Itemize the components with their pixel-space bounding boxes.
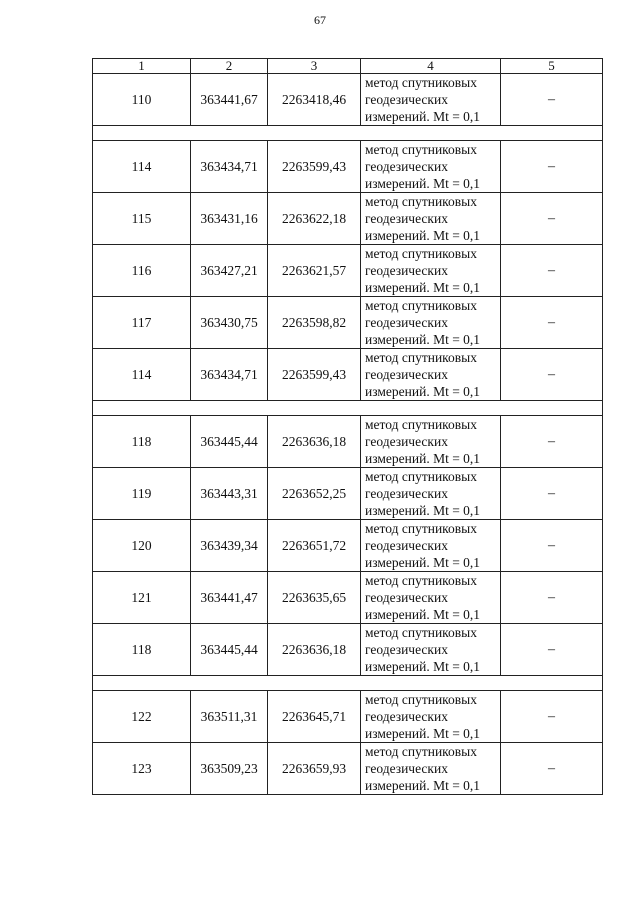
note-cell: – [501,520,603,572]
x-coordinate-cell: 363439,34 [191,520,268,572]
method-cell [361,468,501,520]
method-line: измерений. Mt = 0,1 [365,280,481,295]
point-number-cell: 116 [93,245,191,297]
method-line: метод спутниковых [365,194,477,209]
method-line: измерений. Mt = 0,1 [365,607,481,622]
y-coordinate-cell: 2263652,25 [268,468,361,520]
method-line: измерений. Mt = 0,1 [365,384,481,399]
point-number-cell: 122 [93,691,191,743]
method-cell [361,572,501,624]
y-coordinate-cell: 2263651,72 [268,520,361,572]
x-coordinate-cell: 363431,16 [191,193,268,245]
column-number-4: 4 [361,59,501,74]
method-line: метод спутниковых [365,625,477,640]
method-line: геодезических [365,709,448,724]
page-number: 67 [314,13,326,27]
table-row [93,691,603,743]
note-cell: – [501,572,603,624]
table-row [93,349,603,401]
method-line: геодезических [365,315,448,330]
method-cell [361,297,501,349]
method-line: метод спутниковых [365,246,477,261]
y-coordinate-cell: 2263598,82 [268,297,361,349]
x-coordinate-cell: 363511,31 [191,691,268,743]
x-coordinate-cell: 363445,44 [191,416,268,468]
note-cell: – [501,743,603,795]
method-cell [361,520,501,572]
method-cell [361,74,501,126]
table-row [93,297,603,349]
point-number-cell: 114 [93,349,191,401]
method-line: геодезических [365,642,448,657]
table-row [93,193,603,245]
method-line: геодезических [365,159,448,174]
y-coordinate-cell: 2263636,18 [268,624,361,676]
note-cell: – [501,297,603,349]
point-number-cell: 123 [93,743,191,795]
point-number-cell: 118 [93,416,191,468]
method-line: измерений. Mt = 0,1 [365,332,481,347]
point-number-cell: 117 [93,297,191,349]
column-number-3: 3 [268,59,361,74]
column-number-1: 1 [93,59,191,74]
point-number-cell: 120 [93,520,191,572]
x-coordinate-cell: 363430,75 [191,297,268,349]
method-line: измерений. Mt = 0,1 [365,555,481,570]
method-line: измерений. Mt = 0,1 [365,451,481,466]
method-line: метод спутниковых [365,75,477,90]
x-coordinate-cell: 363434,71 [191,141,268,193]
separator-cell [93,401,603,416]
column-number-5: 5 [501,59,603,74]
method-line: метод спутниковых [365,298,477,313]
separator-cell [93,126,603,141]
y-coordinate-cell: 2263622,18 [268,193,361,245]
coordinates-table-wrapper [92,58,602,795]
method-line: метод спутниковых [365,469,477,484]
method-line: измерений. Mt = 0,1 [365,109,481,124]
method-line: измерений. Mt = 0,1 [365,228,481,243]
table-row [93,141,603,193]
method-line: измерений. Mt = 0,1 [365,503,481,518]
method-cell [361,743,501,795]
method-line: геодезических [365,590,448,605]
x-coordinate-cell: 363441,47 [191,572,268,624]
note-cell: – [501,624,603,676]
method-line: метод спутниковых [365,142,477,157]
point-number-cell: 115 [93,193,191,245]
method-line: измерений. Mt = 0,1 [365,176,481,191]
note-cell: – [501,468,603,520]
column-number-row [93,59,603,74]
point-number-cell: 121 [93,572,191,624]
x-coordinate-cell: 363443,31 [191,468,268,520]
method-line: метод спутниковых [365,521,477,536]
method-line: измерений. Mt = 0,1 [365,659,481,674]
method-line: метод спутниковых [365,744,477,759]
x-coordinate-cell: 363441,67 [191,74,268,126]
table-row [93,624,603,676]
x-coordinate-cell: 363509,23 [191,743,268,795]
method-line: метод спутниковых [365,417,477,432]
y-coordinate-cell: 2263418,46 [268,74,361,126]
note-cell: – [501,245,603,297]
column-number-2: 2 [191,59,268,74]
method-line: геодезических [365,761,448,776]
method-line: геодезических [365,434,448,449]
note-cell: – [501,74,603,126]
point-number-cell: 119 [93,468,191,520]
table-row [93,74,603,126]
x-coordinate-cell: 363445,44 [191,624,268,676]
contour-separator-row [93,401,603,416]
table-row [93,572,603,624]
table-row [93,245,603,297]
note-cell: – [501,691,603,743]
table-row [93,520,603,572]
note-cell: – [501,141,603,193]
method-line: геодезических [365,538,448,553]
method-cell [361,624,501,676]
y-coordinate-cell: 2263599,43 [268,141,361,193]
method-cell [361,193,501,245]
method-line: геодезических [365,367,448,382]
contour-separator-row [93,676,603,691]
note-cell: – [501,193,603,245]
y-coordinate-cell: 2263635,65 [268,572,361,624]
table-body [93,59,603,795]
x-coordinate-cell: 363434,71 [191,349,268,401]
method-line: измерений. Mt = 0,1 [365,726,481,741]
method-line: метод спутниковых [365,350,477,365]
method-cell [361,245,501,297]
table-row [93,743,603,795]
point-number-cell: 114 [93,141,191,193]
method-cell [361,416,501,468]
coordinates-table [92,58,603,795]
table-row [93,416,603,468]
note-cell: – [501,416,603,468]
method-line: геодезических [365,211,448,226]
y-coordinate-cell: 2263636,18 [268,416,361,468]
method-line: метод спутниковых [365,573,477,588]
y-coordinate-cell: 2263645,71 [268,691,361,743]
method-line: метод спутниковых [365,692,477,707]
method-cell [361,141,501,193]
y-coordinate-cell: 2263659,93 [268,743,361,795]
table-row [93,468,603,520]
y-coordinate-cell: 2263599,43 [268,349,361,401]
method-line: геодезических [365,263,448,278]
separator-cell [93,676,603,691]
method-line: измерений. Mt = 0,1 [365,778,481,793]
y-coordinate-cell: 2263621,57 [268,245,361,297]
method-line: геодезических [365,486,448,501]
x-coordinate-cell: 363427,21 [191,245,268,297]
method-line: геодезических [365,92,448,107]
point-number-cell: 118 [93,624,191,676]
note-cell: – [501,349,603,401]
method-cell [361,349,501,401]
method-cell [361,691,501,743]
contour-separator-row [93,126,603,141]
point-number-cell: 110 [93,74,191,126]
